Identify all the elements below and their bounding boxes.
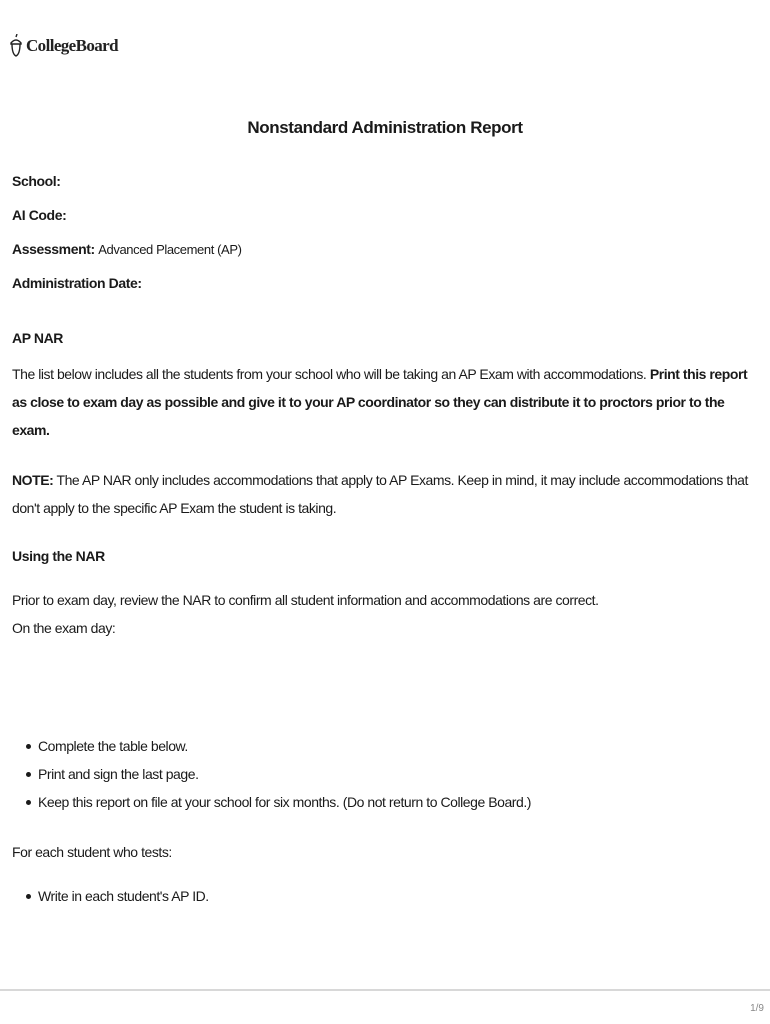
page-number: 1/9	[750, 1003, 764, 1014]
ai-code-field	[12, 204, 748, 238]
acorn-icon	[8, 34, 24, 58]
administration-date-field	[12, 272, 748, 306]
report-content	[12, 170, 748, 910]
page-title: Nonstandard Administration Report	[247, 118, 523, 137]
on-exam-day-text: On the exam day:	[12, 620, 116, 636]
list-item: Keep this report on file at your school for six months. (Do not return to College Board.)	[38, 788, 748, 816]
exam-day-list	[12, 732, 748, 816]
logo-text: CollegeBoard	[26, 36, 118, 55]
ap-nar-heading: AP NAR	[12, 330, 64, 346]
ai-code-label: AI Code:	[12, 207, 67, 223]
list-item: Write in each student's AP ID.	[38, 882, 748, 910]
school-label: School:	[12, 173, 61, 189]
ap-nar-intro-text: The list below includes all the students from your school who will be taking an AP Exam with accommodations.	[12, 366, 650, 382]
list-item: Complete the table below.	[38, 732, 748, 760]
note-text: The AP NAR only includes accommodations that apply to AP Exams. Keep in mind, it may include accommodations that don't apply to the specific AP Exam the student is taking.	[12, 472, 748, 516]
list-item: Print and sign the last page.	[38, 760, 748, 788]
each-student-list	[12, 882, 748, 910]
prior-exam-day-text: Prior to exam day, review the NAR to confirm all student information and accommodations are correct.	[12, 592, 599, 608]
college-board-logo	[8, 34, 118, 58]
school-field	[12, 170, 748, 204]
ap-nar-note	[12, 466, 748, 522]
note-label: NOTE:	[12, 472, 54, 488]
ap-nar-intro	[12, 360, 748, 444]
assessment-value: Advanced Placement (AP)	[98, 242, 242, 257]
using-nar-heading: Using the NAR	[12, 548, 105, 564]
each-student-text: For each student who tests:	[12, 844, 172, 860]
footer-divider	[0, 989, 770, 991]
assessment-field	[12, 238, 748, 272]
ap-nar-intro-bold: Print this report as close to exam day as possible and give it to your AP coordinator so they can distribute it to proctors prior to the exam.	[12, 366, 748, 438]
administration-date-label: Administration Date:	[12, 275, 142, 291]
assessment-label: Assessment:	[12, 241, 95, 257]
